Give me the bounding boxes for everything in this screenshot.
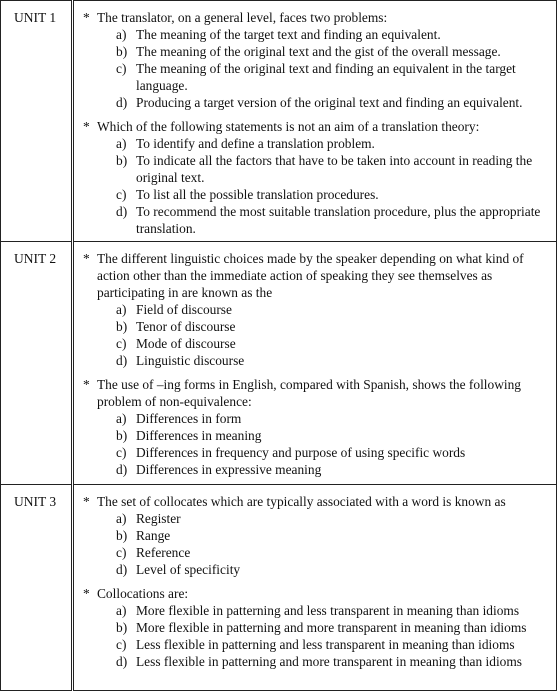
option-text: Field of discourse <box>136 302 232 317</box>
option-b <box>97 427 550 444</box>
option-text: Reference <box>136 545 191 560</box>
option-text: The meaning of the original text and the gist of the overall message. <box>136 44 501 59</box>
option-text: More flexible in patterning and more transparent in meaning than idioms <box>136 620 527 635</box>
question-stem: Collocations are: <box>97 586 189 601</box>
unit-label: UNIT 3 <box>1 485 73 691</box>
unit-label: UNIT 2 <box>1 242 73 485</box>
option-b <box>97 318 550 335</box>
option-letter: c) <box>116 187 127 202</box>
option-letter: c) <box>116 545 127 560</box>
option-text: Producing a target version of the original text and finding an equivalent. <box>136 95 523 110</box>
option-text: Differences in meaning <box>136 428 262 443</box>
option-b <box>97 152 550 186</box>
option-text: Register <box>136 511 181 526</box>
option-letter: a) <box>116 302 127 317</box>
option-letter: b) <box>116 428 128 443</box>
bullet-asterisk: * <box>83 377 90 392</box>
option-d <box>97 94 550 111</box>
option-c <box>97 335 550 352</box>
option-list <box>97 602 550 670</box>
option-d <box>97 561 550 578</box>
option-text: To indicate all the factors that have to be taken into account in reading the original text. <box>136 153 533 185</box>
option-letter: d) <box>116 353 128 368</box>
option-text: More flexible in patterning and less transparent in meaning than idioms <box>136 603 520 618</box>
option-a <box>97 301 550 318</box>
bullet-asterisk: * <box>83 251 90 266</box>
option-b <box>97 527 550 544</box>
option-letter: c) <box>116 637 127 652</box>
option-c <box>97 186 550 203</box>
option-letter: b) <box>116 44 128 59</box>
question-stem: Which of the following statements is not an aim of a translation theory: <box>97 119 480 134</box>
option-list <box>97 510 550 578</box>
question <box>74 585 550 670</box>
option-text: Differences in expressive meaning <box>136 462 322 477</box>
option-text: The meaning of the target text and finding an equivalent. <box>136 27 441 42</box>
option-c <box>97 444 550 461</box>
option-text: Less flexible in patterning and less transparent in meaning than idioms <box>136 637 515 652</box>
bullet-asterisk: * <box>83 494 90 509</box>
option-text: Level of specificity <box>136 562 241 577</box>
option-d <box>97 352 550 369</box>
option-text: Less flexible in patterning and more transparent in meaning than idioms <box>136 654 522 669</box>
option-letter: a) <box>116 603 127 618</box>
option-a <box>97 135 550 152</box>
option-a <box>97 26 550 43</box>
option-text: To recommend the most suitable translation procedure, plus the appropriate translation. <box>136 204 541 236</box>
option-text: Range <box>136 528 171 543</box>
unit-label: UNIT 1 <box>1 1 73 242</box>
option-text: Differences in frequency and purpose of using specific words <box>136 445 466 460</box>
option-b <box>97 619 550 636</box>
option-letter: a) <box>116 27 127 42</box>
questions-cell <box>73 242 557 485</box>
option-letter: a) <box>116 511 127 526</box>
option-list <box>97 410 550 478</box>
bullet-asterisk: * <box>83 119 90 134</box>
option-d <box>97 203 550 237</box>
question <box>74 376 550 478</box>
question <box>74 118 550 237</box>
questions-cell <box>73 1 557 242</box>
option-c <box>97 636 550 653</box>
option-letter: a) <box>116 136 127 151</box>
option-letter: d) <box>116 204 128 219</box>
question-stem: The different linguistic choices made by the speaker depending on what kind of action other than the immediate action of speaking they see themselves as participating in are known as the <box>97 251 524 300</box>
option-text: Tenor of discourse <box>136 319 236 334</box>
option-a <box>97 602 550 619</box>
questions-cell <box>73 485 557 691</box>
option-letter: c) <box>116 336 127 351</box>
option-letter: d) <box>116 654 128 669</box>
option-letter: d) <box>116 462 128 477</box>
bullet-asterisk: * <box>83 10 90 25</box>
option-letter: d) <box>116 95 128 110</box>
question <box>74 250 550 369</box>
option-text: The meaning of the original text and finding an equivalent in the target language. <box>136 61 516 93</box>
option-letter: c) <box>116 445 127 460</box>
option-text: Mode of discourse <box>136 336 236 351</box>
option-letter: b) <box>116 153 128 168</box>
bullet-asterisk: * <box>83 586 90 601</box>
option-letter: b) <box>116 528 128 543</box>
option-letter: c) <box>116 61 127 76</box>
option-letter: b) <box>116 620 128 635</box>
option-list <box>97 135 550 237</box>
option-text: To identify and define a translation problem. <box>136 136 375 151</box>
option-list <box>97 301 550 369</box>
question-stem: The set of collocates which are typically associated with a word is known as <box>97 494 506 509</box>
option-b <box>97 43 550 60</box>
question <box>74 493 550 578</box>
unit-row-3 <box>1 485 557 691</box>
option-list <box>97 26 550 111</box>
option-d <box>97 653 550 670</box>
option-d <box>97 461 550 478</box>
option-letter: a) <box>116 411 127 426</box>
option-letter: d) <box>116 562 128 577</box>
question-stem: The translator, on a general level, faces two problems: <box>97 10 388 25</box>
option-text: To list all the possible translation procedures. <box>136 187 379 202</box>
option-text: Linguistic discourse <box>136 353 245 368</box>
option-a <box>97 510 550 527</box>
question <box>74 9 550 111</box>
option-text: Differences in form <box>136 411 242 426</box>
unit-row-2 <box>1 242 557 485</box>
option-a <box>97 410 550 427</box>
unit-row-1 <box>1 1 557 242</box>
option-c <box>97 60 550 94</box>
option-c <box>97 544 550 561</box>
question-stem: The use of –ing forms in English, compared with Spanish, shows the following problem of non-equivalence: <box>97 377 521 409</box>
option-letter: b) <box>116 319 128 334</box>
